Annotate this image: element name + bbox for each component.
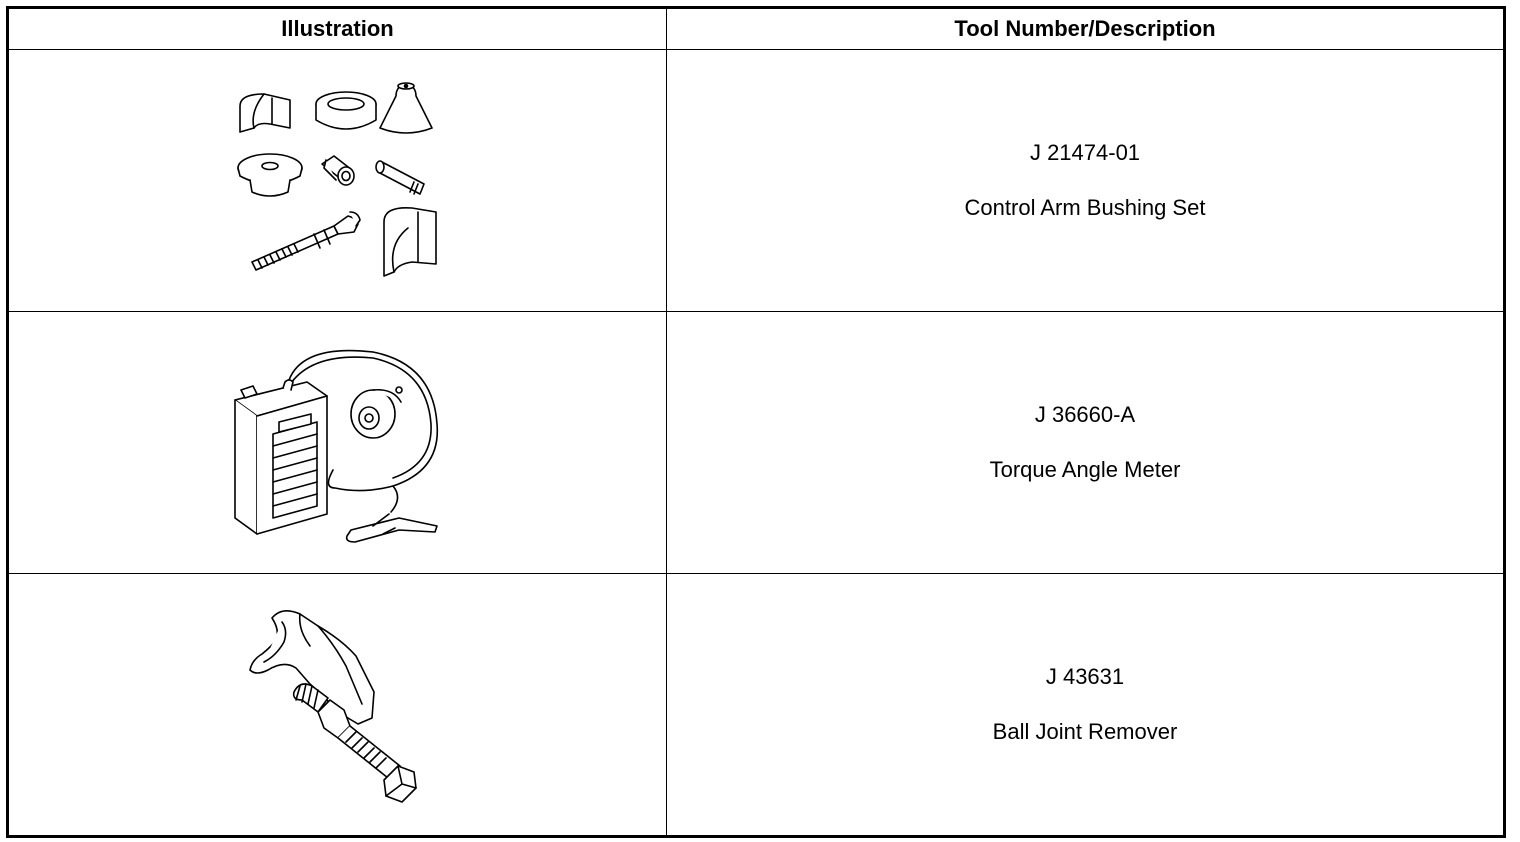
- tool-description: Torque Angle Meter: [989, 457, 1181, 482]
- tool-number: J 36660-A: [1034, 402, 1136, 427]
- table-row: [8, 312, 1505, 574]
- illustration-cell: [8, 312, 667, 574]
- illustration-cell: [8, 50, 667, 312]
- tool-number: J 43631: [1045, 664, 1125, 689]
- table-header-row: [8, 8, 1505, 50]
- tool-cell: [667, 312, 1505, 574]
- header-illustration: Illustration: [8, 8, 667, 50]
- header-tool-number-description: Tool Number/Description: [667, 8, 1505, 50]
- torque-angle-meter-icon: [223, 338, 453, 548]
- ball-joint-remover-icon: [238, 600, 438, 810]
- illustration-cell: [8, 574, 667, 837]
- tool-cell: [667, 50, 1505, 312]
- tool-number: J 21474-01: [1029, 140, 1141, 165]
- bushing-set-icon: [228, 76, 448, 286]
- tool-description: Control Arm Bushing Set: [964, 195, 1206, 220]
- table-row: [8, 574, 1505, 837]
- tool-cell: [667, 574, 1505, 837]
- table-row: [8, 50, 1505, 312]
- tool-description: Ball Joint Remover: [992, 719, 1178, 744]
- tool-table: [6, 6, 1506, 838]
